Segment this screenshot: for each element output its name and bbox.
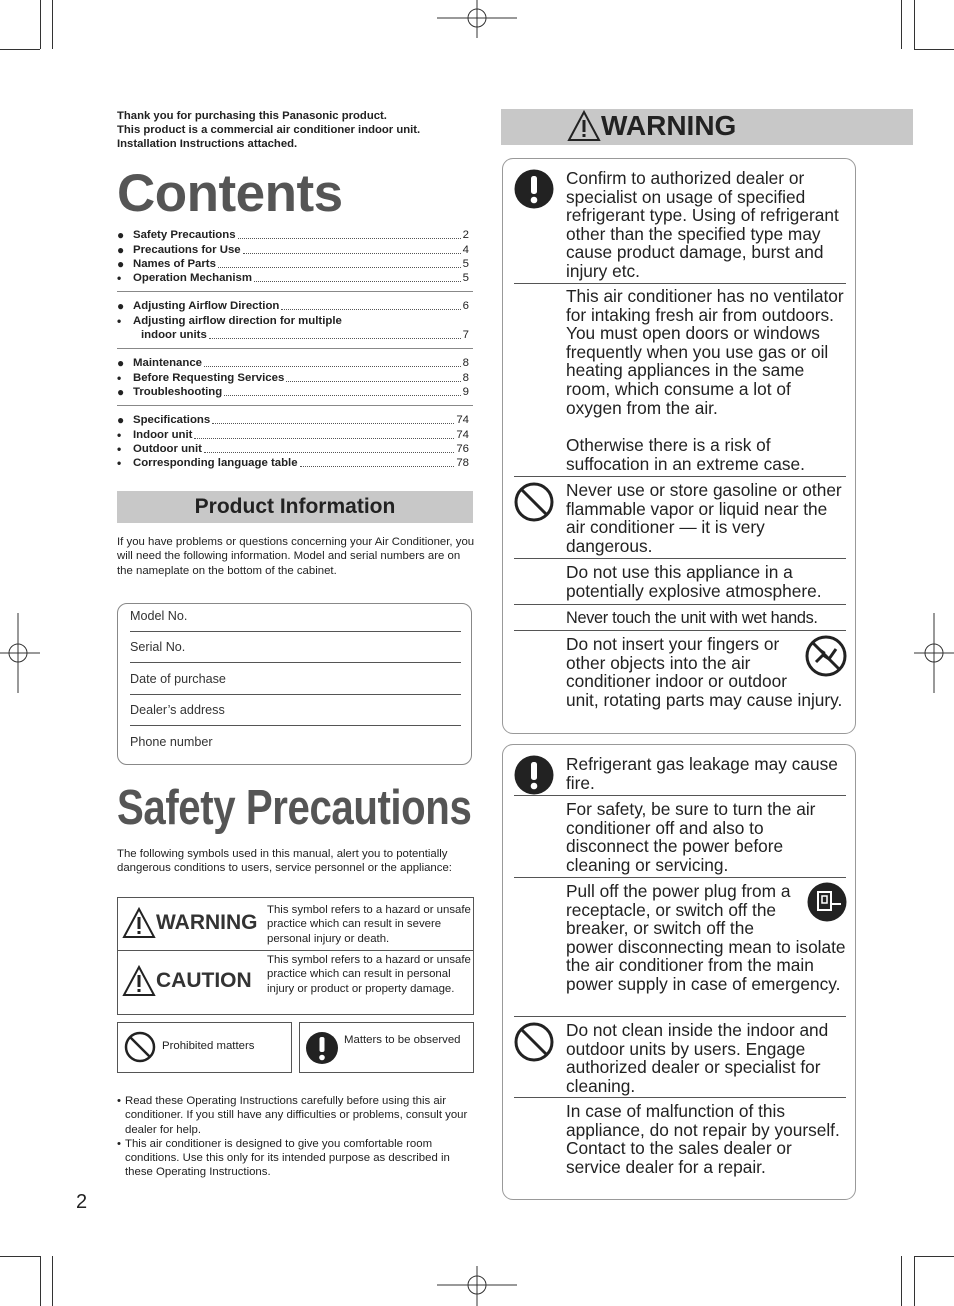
toc-page-number: 74 bbox=[456, 428, 469, 441]
observed-matters-legend bbox=[299, 1022, 474, 1073]
crop-mark bbox=[901, 1256, 902, 1306]
toc-divider bbox=[117, 348, 473, 349]
warning-item-text: Pull off the power plug from a receptacle, or switch off the breaker, or switch off the power disconnecting mean to isolate the air conditioner from the main power supply in case of emergency. bbox=[566, 881, 846, 994]
toc-bullet: ● bbox=[117, 384, 125, 399]
toc-leader-dots bbox=[209, 338, 461, 339]
no-fingers-fan-icon bbox=[805, 635, 847, 677]
divider bbox=[514, 1097, 846, 1098]
warning-header bbox=[501, 109, 913, 145]
toc-label: Precautions for Use bbox=[133, 243, 241, 256]
warning-item bbox=[566, 882, 847, 994]
intro-line: Thank you for purchasing this Panasonic product. bbox=[117, 110, 387, 122]
crop-mark bbox=[40, 1256, 41, 1306]
crop-mark bbox=[0, 1256, 40, 1257]
registration-mark-left bbox=[0, 613, 40, 693]
toc-page-number: 6 bbox=[462, 300, 469, 313]
divider bbox=[514, 558, 846, 559]
list-item bbox=[117, 1137, 477, 1180]
caution-symbol-row bbox=[118, 951, 473, 1014]
toc-bullet: ● bbox=[117, 242, 125, 257]
warning-item: Do not use this appliance in a potentially explosive atmosphere. bbox=[566, 562, 822, 601]
toc-leader-dots bbox=[300, 466, 455, 467]
prohibited-matters-label: Prohibited matters bbox=[162, 1040, 255, 1052]
safety-precautions-title: Safety Precautions bbox=[117, 781, 472, 835]
toc-label: Specifications bbox=[133, 414, 211, 427]
toc-entry[interactable] bbox=[117, 385, 469, 399]
toc-entry[interactable] bbox=[117, 370, 469, 384]
field-date-of-purchase[interactable]: Date of purchase bbox=[130, 672, 461, 695]
crop-mark bbox=[52, 0, 53, 49]
toc-label: Safety Precautions bbox=[133, 229, 236, 242]
toc-label: Indoor unit bbox=[133, 428, 193, 441]
warning-item bbox=[566, 635, 847, 709]
toc-label: indoor units bbox=[141, 328, 207, 341]
toc-divider bbox=[117, 405, 473, 406]
toc-bullet: • bbox=[117, 427, 122, 442]
exclamation-icon bbox=[305, 1031, 339, 1065]
list-item bbox=[117, 1094, 477, 1137]
warning-item: Do not clean inside the indoor and outdoor units by users. Engage authorized dealer or specialist for cleaning. bbox=[566, 1020, 829, 1096]
toc-entry[interactable] bbox=[117, 257, 469, 271]
crop-mark bbox=[0, 49, 40, 50]
toc-page-number: 7 bbox=[462, 328, 469, 341]
warning-item: Otherwise there is a risk of suffocation in an extreme case. bbox=[566, 435, 805, 474]
warning-title: WARNING bbox=[601, 110, 737, 141]
prohibited-icon bbox=[514, 1022, 554, 1062]
warning-item-text: Do not insert your fingers or other objects into the air conditioner indoor or outdoor unit, rotating parts may cause injury. bbox=[566, 634, 843, 710]
safety-precautions-text: The following symbols used in this manual, alert you to potentially dangerous conditions to users, service personnel or the appliance: bbox=[117, 848, 452, 875]
symbol-table bbox=[117, 897, 474, 1015]
divider bbox=[514, 283, 846, 284]
warning-item: This air conditioner has no ventilator for intaking fresh air from outdoors. You must open doors or windows frequently when you use gas or oil heating appliances in the same room, which consume a lot of oxygen from the air. bbox=[566, 286, 844, 418]
warning-description: This symbol refers to a hazard or unsafe practice which can result in severe personal injury or death. bbox=[267, 904, 471, 945]
crop-mark bbox=[914, 1256, 915, 1306]
exclamation-icon bbox=[514, 169, 554, 209]
toc-leader-dots bbox=[281, 309, 460, 310]
toc-entry[interactable] bbox=[117, 313, 469, 327]
toc-page-number: 78 bbox=[456, 457, 469, 470]
caution-triangle-icon bbox=[122, 965, 156, 997]
note-text: This air conditioner is designed to give you comfortable room conditions. Use this only for its intended purpose as described in these Operating Instructions. bbox=[125, 1137, 450, 1179]
toc-leader-dots bbox=[212, 423, 454, 424]
warning-box-1 bbox=[502, 158, 856, 734]
toc-group bbox=[117, 228, 469, 285]
toc-bullet: ● bbox=[117, 299, 125, 314]
prohibited-icon bbox=[514, 482, 554, 522]
caution-description: This symbol refers to a hazard or unsafe practice which can result in personal injury or product or property damage. bbox=[267, 954, 471, 995]
divider bbox=[514, 604, 846, 605]
page-number: 2 bbox=[76, 1191, 88, 1213]
toc-bullet: • bbox=[117, 441, 122, 456]
toc-entry[interactable] bbox=[117, 413, 469, 427]
warning-box-2 bbox=[502, 744, 856, 1200]
toc-label: Adjusting airflow direction for multiple bbox=[133, 314, 342, 327]
power-plug-icon bbox=[807, 882, 847, 922]
toc-entry[interactable] bbox=[117, 456, 469, 470]
toc-label: Before Requesting Services bbox=[133, 371, 285, 384]
divider bbox=[514, 630, 846, 631]
toc-page-number: 5 bbox=[462, 257, 469, 270]
warning-item: In case of malfunction of this appliance, do not repair by yourself. Contact to the sales dealer or service dealer for a repair. bbox=[566, 1101, 840, 1177]
contents-title: Contents bbox=[117, 164, 343, 223]
toc-label: Operation Mechanism bbox=[133, 272, 252, 285]
toc-entry[interactable] bbox=[117, 271, 469, 285]
toc-leader-dots bbox=[194, 438, 454, 439]
toc-entry[interactable] bbox=[117, 427, 469, 441]
toc-leader-dots bbox=[204, 366, 461, 367]
product-information-text: If you have problems or questions concerning your Air Conditioner, you will need the following information. Model and serial numbers are on the nameplate on the bottom of the cabinet. bbox=[117, 536, 475, 577]
toc-group bbox=[117, 413, 469, 470]
divider bbox=[514, 795, 846, 796]
toc-bullet: • bbox=[117, 370, 122, 385]
warning-item: Never touch the unit with wet hands. bbox=[566, 609, 818, 627]
intro-text bbox=[117, 109, 477, 151]
toc-page-number: 2 bbox=[462, 229, 469, 242]
toc-page-number: 8 bbox=[462, 371, 469, 384]
toc-divider bbox=[117, 291, 473, 292]
toc-entry[interactable] bbox=[117, 328, 469, 342]
warning-label: WARNING bbox=[156, 911, 258, 934]
note-bullet: • bbox=[117, 1137, 121, 1150]
prohibited-icon bbox=[124, 1031, 156, 1063]
caution-label: CAUTION bbox=[156, 969, 252, 992]
toc-bullet: • bbox=[117, 313, 122, 328]
toc-bullet: ● bbox=[117, 228, 125, 243]
toc-leader-dots bbox=[204, 452, 454, 453]
crop-mark bbox=[914, 1256, 954, 1257]
crop-mark bbox=[52, 1256, 53, 1306]
warning-triangle-icon bbox=[567, 110, 601, 142]
toc-bullet: ● bbox=[117, 256, 125, 271]
toc-entry[interactable] bbox=[117, 442, 469, 456]
warning-symbol-row bbox=[118, 898, 473, 951]
toc-page-number: 76 bbox=[456, 442, 469, 455]
divider bbox=[514, 1016, 846, 1017]
crop-mark bbox=[914, 49, 954, 50]
toc-leader-dots bbox=[224, 395, 460, 396]
toc-label: Maintenance bbox=[133, 357, 202, 370]
toc-group bbox=[117, 299, 469, 342]
toc-bullet: • bbox=[117, 271, 122, 286]
exclamation-icon bbox=[514, 755, 554, 795]
registration-mark-right bbox=[914, 613, 954, 693]
toc-group bbox=[117, 356, 469, 399]
note-text: Read these Operating Instructions carefully before using this air conditioner. If you still have any difficulties or problems, consult your dealer for help. bbox=[125, 1095, 468, 1136]
toc-bullet: ● bbox=[117, 413, 125, 428]
product-information-header: Product Information bbox=[117, 491, 473, 523]
toc-leader-dots bbox=[243, 253, 461, 254]
toc-page-number: 5 bbox=[462, 272, 469, 285]
warning-item: Never use or store gasoline or other flammable vapor or liquid near the air conditioner — it is very dangerous. bbox=[566, 480, 842, 556]
crop-mark bbox=[914, 0, 915, 49]
intro-line: This product is a commercial air conditioner indoor unit. bbox=[117, 124, 421, 136]
prohibited-matters-legend bbox=[117, 1022, 292, 1073]
warning-symbol-label bbox=[122, 907, 258, 939]
field-phone-number[interactable]: Phone number bbox=[130, 735, 213, 749]
toc-label: Names of Parts bbox=[133, 257, 216, 270]
toc-bullet: ● bbox=[117, 356, 125, 371]
caution-symbol-label bbox=[122, 965, 252, 997]
toc-leader-dots bbox=[218, 267, 461, 268]
warning-item: Refrigerant gas leakage may cause fire. bbox=[566, 754, 838, 793]
observed-matters-label: Matters to be observed bbox=[344, 1034, 461, 1046]
toc-leader-dots bbox=[286, 381, 460, 382]
toc-page-number: 4 bbox=[462, 243, 469, 256]
toc-entry[interactable] bbox=[117, 228, 469, 242]
product-information-form bbox=[117, 603, 472, 765]
intro-line: Installation Instructions attached. bbox=[117, 138, 298, 150]
toc-entry[interactable] bbox=[117, 356, 469, 370]
toc-label: Outdoor unit bbox=[133, 442, 202, 455]
toc-leader-dots bbox=[254, 281, 461, 282]
crop-mark bbox=[901, 0, 902, 49]
toc-bullet: • bbox=[117, 456, 122, 471]
warning-item: For safety, be sure to turn the air conditioner off and also to disconnect the power before cleaning or servicing. bbox=[566, 799, 816, 875]
toc-label: Troubleshooting bbox=[133, 385, 223, 398]
divider bbox=[514, 877, 846, 878]
notes-list bbox=[117, 1094, 477, 1180]
field-model-no[interactable]: Model No. bbox=[130, 609, 461, 632]
warning-header-title bbox=[567, 110, 736, 142]
toc-entry[interactable] bbox=[117, 299, 469, 313]
toc-label: Corresponding language table bbox=[133, 457, 298, 470]
registration-mark-top bbox=[437, 0, 517, 40]
toc-page-number: 74 bbox=[456, 414, 469, 427]
field-serial-no[interactable]: Serial No. bbox=[130, 640, 461, 663]
field-dealers-address[interactable]: Dealer’s address bbox=[130, 703, 461, 726]
warning-triangle-icon bbox=[122, 907, 156, 939]
registration-mark-bottom bbox=[437, 1266, 517, 1306]
toc-page-number: 9 bbox=[462, 385, 469, 398]
toc-leader-dots bbox=[238, 238, 461, 239]
crop-mark bbox=[40, 0, 41, 49]
toc-entry[interactable] bbox=[117, 242, 469, 256]
toc-label: Adjusting Airflow Direction bbox=[133, 300, 280, 313]
warning-item: Confirm to authorized dealer or specialist on usage of specified refrigerant type. Using of refrigerant other than the specified type may cause product damage, burst and injury etc. bbox=[566, 168, 839, 281]
toc-page-number: 8 bbox=[462, 357, 469, 370]
divider bbox=[514, 476, 846, 477]
note-bullet: • bbox=[117, 1095, 121, 1107]
